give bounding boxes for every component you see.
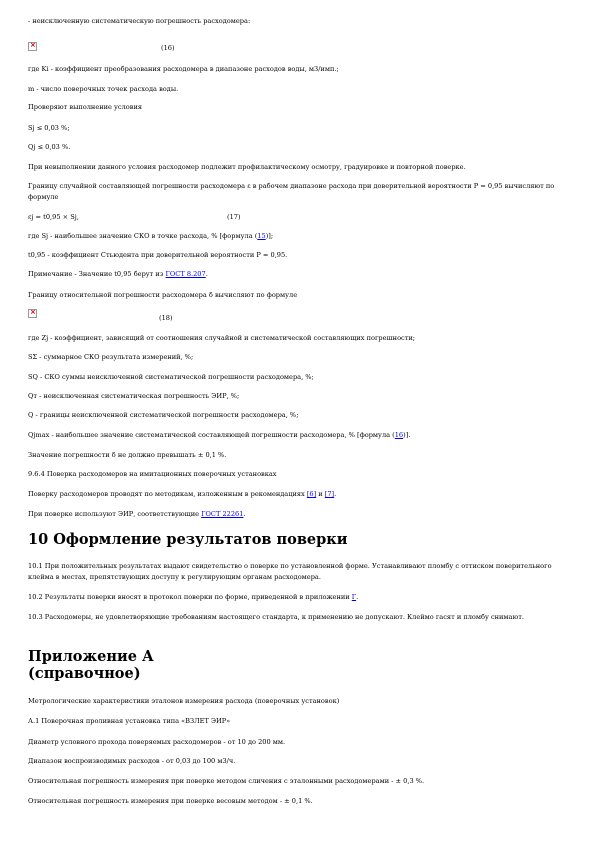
- text-line: SQ - СКО суммы неисключенной систематической погрешности расходомера, %;: [28, 373, 314, 381]
- note-line: [28, 269, 573, 280]
- text-line: Q - границы неисключенной систематической погрешности расходомера, %;: [28, 411, 299, 419]
- text-fragment: При поверке используют ЭИР, соответствующие: [28, 510, 202, 518]
- equation-number: (17): [227, 213, 241, 221]
- text-line: Диапазон воспроизводимых расходов - от 0,03 до 100 м3/ч.: [28, 757, 236, 765]
- text-fragment: )].: [403, 431, 411, 439]
- appendix-subtitle: Метрологические характеристики эталонов измерения расхода (поверочных установок): [28, 697, 340, 705]
- text-paragraph: 10.1 При положительных результатах выдают свидетельство о поверке по установленной форме. Устанавливают пломбу с оттиском поверительного клейма в местах, препятствующих доступу к регулирующим органам расходомера.: [28, 562, 552, 581]
- text-line: [28, 592, 573, 603]
- broken-image-icon: ×: [30, 308, 36, 316]
- text-paragraph: Границу случайной составляющей погрешности расходомера ε в рабочем диапазоне расхода при доверительной вероятности P = 0,95 вычисляют по формуле: [28, 182, 555, 201]
- text-line: Диаметр условного прохода поверяемых расходомеров - от 10 до 200 мм.: [28, 738, 286, 746]
- equation-number: (18): [159, 314, 173, 322]
- text-line: m - число поверочных точек расхода воды.: [28, 85, 179, 93]
- equation-number: (16): [161, 44, 175, 52]
- text-fragment: и: [316, 490, 325, 498]
- gost-22261-link[interactable]: ГОСТ 22261: [201, 510, 244, 518]
- text-line: Проверяют выполнение условия: [28, 103, 143, 111]
- text-line: При невыполнении данного условия расходомер подлежит профилактическому осмотру, градуировке и повторной поверке.: [28, 163, 466, 171]
- text-paragraph: 10.3 Расходомеры, не удовлетворяющие требованиям настоящего стандарта, к применению не допускают. Клеймо гасят и пломбу снимают.: [28, 613, 524, 621]
- text-line: SΣ - суммарное СКО результата измерений, %;: [28, 353, 194, 361]
- appendix-subheading: (справочное): [28, 665, 141, 682]
- text-fragment: Поверку расходомеров проводят по методикам, изложенным в рекомендациях: [28, 490, 307, 498]
- text-line: [28, 430, 573, 441]
- text-fragment: 10.2 Результаты поверки вносят в протокол поверки по форме, приведенной в приложении: [28, 593, 352, 601]
- text-line: где Ki - коэффициент преобразования расходомера в диапазоне расходов воды, м3/имп.;: [28, 65, 339, 73]
- text-line: [28, 509, 573, 520]
- text-line: [28, 489, 573, 500]
- text-line: Qj ≤ 0,03 %.: [28, 143, 71, 151]
- subsection-heading: 9.6.4 Поверка расходомеров на имитационных поверочных установках: [28, 470, 277, 478]
- text-fragment: .: [334, 490, 337, 498]
- text-line: Границу относительной погрешности расходомера δ вычисляют по формуле: [28, 291, 298, 299]
- text-line: где Zj - коэффициент, зависящий от соотношения случайной и систематической составляющих погрешности;: [28, 334, 415, 342]
- text-line: А.1 Поверочная проливная установка типа «ВЗЛЕТ ЭИР»: [28, 717, 231, 725]
- text-fragment: где Sj - наибольшее значение СКО в точке расхода, % [формула (: [28, 232, 258, 240]
- text-line: Sj ≤ 0,03 %;: [28, 124, 70, 132]
- formula-line: εj = t0,95 × Sj,: [28, 213, 79, 221]
- text-fragment: .: [205, 270, 208, 278]
- gost-8-207-link[interactable]: ГОСТ 8.207: [165, 270, 206, 278]
- text-line: Относительная погрешность измерения при поверке весовым методом - ± 0,1 %.: [28, 797, 313, 805]
- section-10-heading: 10 Оформление результатов поверки: [28, 531, 348, 548]
- text-line: - неисключенную систематическую погрешность расходомера:: [28, 17, 251, 25]
- reference-6-link[interactable]: [6]: [306, 490, 317, 498]
- formula-16-link[interactable]: 16: [394, 431, 404, 439]
- appendix-g-link[interactable]: Г: [351, 593, 357, 601]
- text-line: Qт - неисключенная систематическая погрешность ЭИР, %;: [28, 392, 240, 400]
- text-line: [28, 231, 573, 242]
- broken-image-icon: ×: [30, 41, 36, 49]
- text-line: Относительная погрешность измерения при поверке методом сличения с эталонными расходомерами - ± 0,3 %.: [28, 777, 425, 785]
- text-fragment: .: [356, 593, 359, 601]
- text-fragment: .: [243, 510, 246, 518]
- text-line: t0,95 - коэффициент Стьюдента при доверительной вероятности P = 0,95.: [28, 251, 288, 259]
- text-fragment: )];: [265, 232, 274, 240]
- text-fragment: Примечание - Значение t0,95 берут из: [28, 270, 166, 278]
- text-line: Значение погрешности δ не должно превышать ± 0,1 %.: [28, 451, 227, 459]
- text-fragment: Qjmax - наибольшее значение систематической составляющей погрешности расходомера, % [формула (: [28, 431, 395, 439]
- formula-15-link[interactable]: 15: [257, 232, 266, 240]
- reference-7-link[interactable]: [7]: [324, 490, 335, 498]
- appendix-heading: Приложение А: [28, 648, 154, 665]
